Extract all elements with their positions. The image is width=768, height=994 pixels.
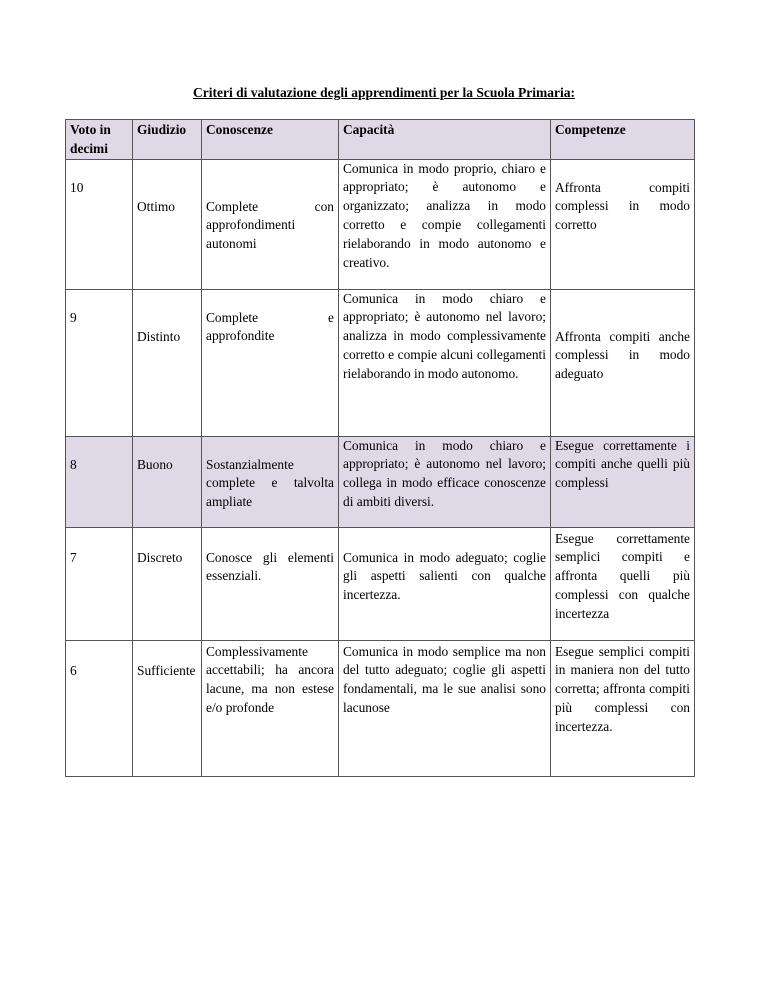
cell-voto: 7 [66,527,133,640]
cell-conoscenze: Complete con approfondimenti autonomi [202,159,339,289]
cell-voto: 6 [66,640,133,776]
cell-competenze: Esegue correttamente semplici compiti e affronta quelli più complessi con qualche incertezza [551,527,695,640]
cell-voto: 9 [66,289,133,436]
table-row [66,289,695,436]
table-row [66,527,695,640]
cell-capacita: Comunica in modo chiaro e appropriato; è autonomo nel lavoro; collega in modo efficace conoscenze di ambiti diversi. [339,436,551,527]
cell-conoscenze: Complessivamente accettabili; ha ancora lacune, ma non estese e/o profonde [202,640,339,776]
table-header-row [66,120,695,160]
cell-capacita: Comunica in modo chiaro e appropriato; è autonomo nel lavoro; analizza in modo complessivamente corretto e compie alcuni collegamenti rielaborando in modo autonomo. [339,289,551,436]
header-conoscenze: Conoscenze [202,120,339,160]
cell-capacita: Comunica in modo semplice ma non del tutto adeguato; coglie gli aspetti fondamentali, ma le sue analisi sono lacunose [339,640,551,776]
cell-conoscenze: Sostanzialmente complete e talvolta ampliate [202,436,339,527]
cell-giudizio: Discreto [133,527,202,640]
header-competenze: Competenze [551,120,695,160]
cell-giudizio: Sufficiente [133,640,202,776]
table-row [66,436,695,527]
cell-conoscenze: Complete e approfondite [202,289,339,436]
header-voto: Voto in decimi [66,120,133,160]
page-title: Criteri di valutazione degli apprendimenti per la Scuola Primaria: [193,85,575,100]
cell-giudizio: Ottimo [133,159,202,289]
cell-capacita: Comunica in modo proprio, chiaro e appropriato; è autonomo e organizzato; analizza in modo corretto e compie collegamenti rielaborando in modo autonomo e creativo. [339,159,551,289]
cell-giudizio: Buono [133,436,202,527]
cell-capacita: Comunica in modo adeguato; coglie gli aspetti salienti con qualche incertezza. [339,527,551,640]
table-row [66,159,695,289]
cell-conoscenze: Conosce gli elementi essenziali. [202,527,339,640]
cell-voto: 10 [66,159,133,289]
cell-giudizio: Distinto [133,289,202,436]
header-giudizio: Giudizio [133,120,202,160]
table-row [66,640,695,776]
header-capacita: Capacità [339,120,551,160]
cell-competenze: Esegue correttamente i compiti anche quelli più complessi [551,436,695,527]
cell-competenze: Affronta compiti anche complessi in modo adeguato [551,289,695,436]
evaluation-table [65,119,695,777]
cell-voto: 8 [66,436,133,527]
cell-competenze: Esegue semplici compiti in maniera non del tutto corretta; affronta compiti più complessi con incertezza. [551,640,695,776]
cell-competenze: Affronta compiti complessi in modo corretto [551,159,695,289]
